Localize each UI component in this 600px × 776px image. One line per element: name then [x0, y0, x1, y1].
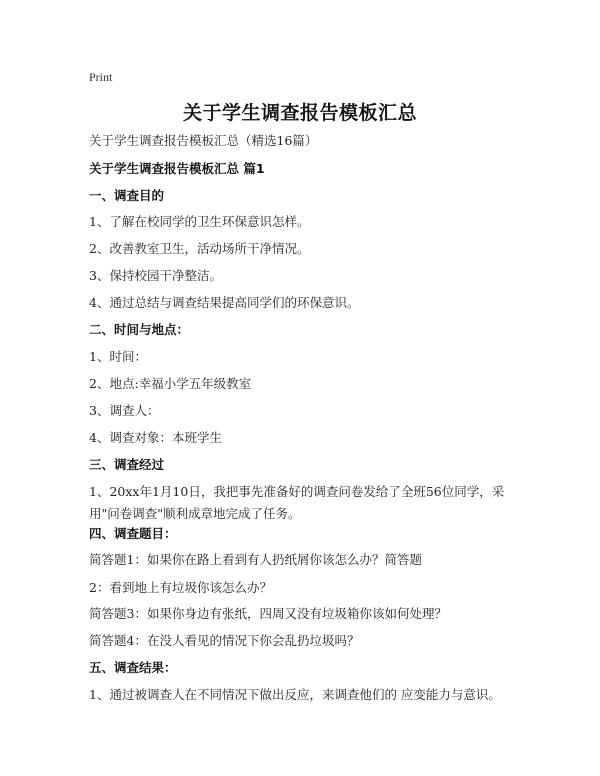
heading-survey-questions: 四、调查题目：: [89, 526, 177, 541]
heading-survey-process: 三、调查经过: [89, 457, 165, 472]
purpose-item-2: 2、改善教室卫生，活动场所干净情况。: [89, 241, 310, 256]
heading-survey-purpose: 一、调查目的: [89, 188, 165, 203]
heading-survey-results: 五、调查结果：: [89, 660, 177, 675]
process-paragraph: 1、20xx年1月10日，我把事先准备好的调查问卷发给了全班56位同学，采用"问卷调查"顺利成章地完成了任务。: [89, 484, 505, 521]
time-item: 1、时间：: [89, 349, 147, 364]
question-1: 简答题1：如果你在路上看到有人扔纸屑你该怎么办？简答题: [89, 552, 422, 567]
section-heading-article-1: 关于学生调查报告模板汇总 篇1: [89, 161, 265, 176]
purpose-item-4: 4、通过总结与调查结果提高同学们的环保意识。: [89, 295, 360, 310]
document-title: 关于学生调查报告模板汇总: [182, 102, 417, 124]
place-item: 2、地点:幸福小学五年级教室: [89, 376, 252, 391]
subtitle-line: 关于学生调查报告模板汇总（精选16篇）: [89, 133, 318, 148]
question-4: 简答题4：在没人看见的情况下你会乱扔垃圾吗？: [89, 633, 360, 648]
print-label: Print: [89, 70, 113, 84]
surveyor-item: 3、调查人：: [89, 403, 160, 418]
purpose-item-1: 1、了解在校同学的卫生环保意识怎样。: [89, 214, 310, 229]
heading-time-place: 二、时间与地点：: [89, 322, 190, 337]
question-3: 简答题3：如果你身边有张纸，四周又没有垃圾箱你该如何处理？: [89, 606, 447, 621]
survey-subject-item: 4、调查对象：本班学生: [89, 430, 222, 445]
question-2: 2：看到地上有垃圾你该怎么办？: [89, 580, 272, 595]
purpose-item-3: 3、保持校园干净整洁。: [89, 268, 222, 283]
result-item-1: 1、通过被调查人在不同情况下做出反应，来调查他们的 应变能力与意识。: [89, 687, 501, 702]
